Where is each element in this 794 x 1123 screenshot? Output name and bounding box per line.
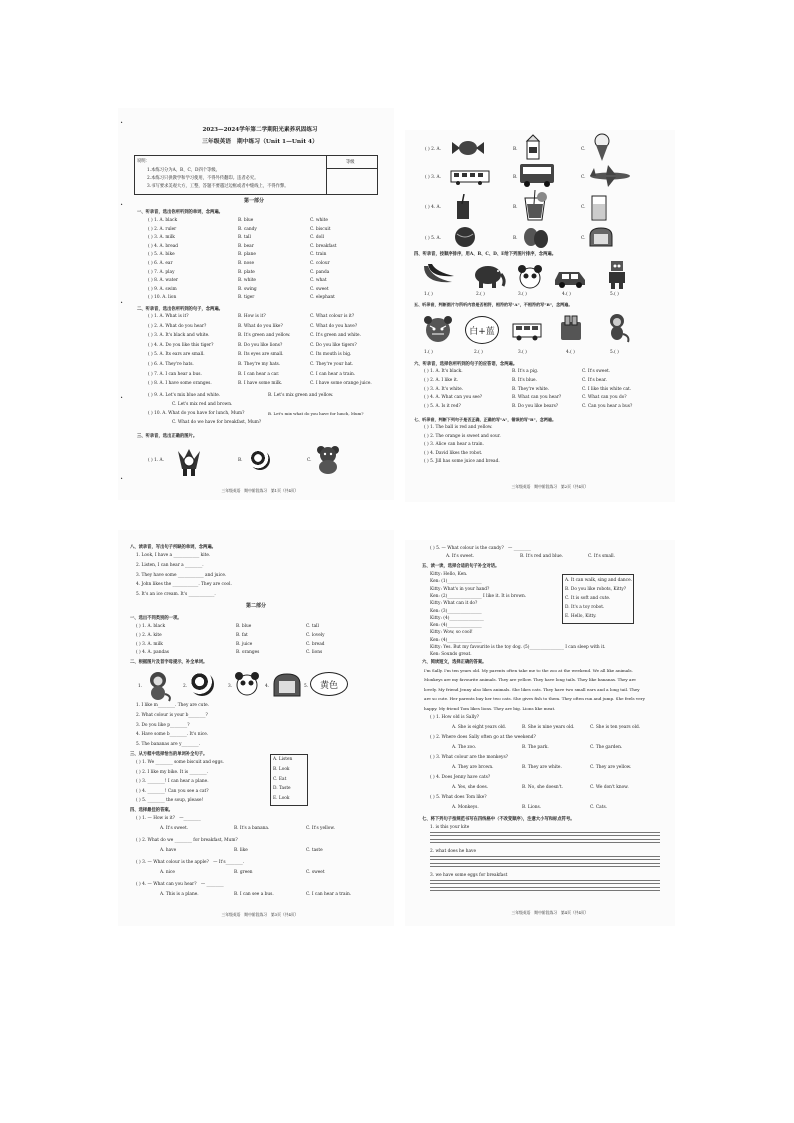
question: ( ) 9. A. swim [148,286,177,292]
option: A. Yes, she does. [452,785,489,790]
judge-blank[interactable]: 1.( ) [424,350,433,355]
dialog-option: D. It's a toy robot. [565,605,605,610]
four-line-grid[interactable] [430,887,660,888]
four-line-grid[interactable] [430,880,660,881]
page-footer: 三年级英语 期中阶段练习 第3页（共4页） [221,912,299,917]
page-3 [118,530,394,926]
copy-sentence: 1. is this your kite [430,825,470,830]
milk-pic [524,134,542,160]
eggs-pic [522,224,550,250]
question: ( ) 6. A. ear [148,261,173,266]
panda-pic [516,262,544,290]
question: ( ) 1. A. What is it? [148,314,189,319]
option: C. [581,236,586,241]
section-heading: 八、读录音，写出句子所缺的单词，念两遍。 [130,545,216,550]
option: B. juice [236,641,253,647]
statement: ( ) 5. Jill has some juice and bread. [424,459,500,464]
question: ( ) 10. A. What do you have for lunch, Mum? [148,411,245,416]
question: ( ) 5. A. bike [148,252,175,258]
order-blank[interactable]: 4.( ) [562,292,571,297]
copy-sentence: 3. we have some eggs for breakfast [430,873,508,878]
question: ( ) 5. — What colour is the candy? — ________ [430,546,531,551]
question: ( ) 2. A. kite [136,632,162,638]
option: C. The garden. [590,745,623,750]
statement: ( ) 2. The orange is sweet and sour. [424,433,501,439]
passage-line: Monkeys are my favourite animals. They are yellow. They have long tails. They like bananas. They are [424,677,636,683]
pic-number: 4. [265,684,270,689]
option: B. white [238,278,256,284]
option: C. elephant [310,295,335,301]
ice-cream-pic [592,132,612,162]
dialog-line: Kitty: Hello, Ken. [430,572,468,577]
option: B. nose [238,261,254,266]
page-footer: 三年级英语 期中阶段练习 第2页（共4页） [511,484,589,489]
word-bank-item: C. Eat [273,776,287,782]
option: B. blue [238,218,254,223]
part-two-heading: 第二部分 [246,603,267,609]
option: C. What colour is it? [310,314,355,319]
question: ( ) 10. A. lion [148,295,177,301]
elephant-pic [470,262,506,290]
option: A. They are brown. [452,765,494,770]
four-line-grid[interactable] [430,839,660,840]
dialog-line: Kitty: What's in your hand? [430,586,490,592]
section-heading: 三、听录音，选出正确的图片。 [137,434,198,439]
yellow-bubble: 黄色 [310,672,348,696]
option: B. plane [238,252,256,258]
option: C. biscuit [310,226,331,232]
option: B. I have some milk. [238,381,283,387]
section-heading: 五、读一读，选择合适的句子补全对话。 [422,564,500,569]
question: ( ) 4. A. bread [148,243,179,249]
option: B. [513,175,518,180]
option: B. I can see a bus. [234,892,274,897]
option: B. It's green and yellow. [238,333,291,339]
question: ( ) 4. A. What can you see? [424,395,483,401]
section-heading: 一、选出不同类别的一项。 [130,616,182,621]
passage-line: lovely. My friend Jenny also likes animals. She likes cats. They have two small ears and a long tail. They [424,686,640,692]
question: ( ) 7. A. I can hear a bus. [148,371,202,377]
section-heading: 六、阅读短文，选择正确的答案。 [422,660,487,665]
dialog-line: Ken: (3)________________ [430,608,482,614]
teddy-bear-pic [314,444,342,474]
option: B. Lions. [522,805,542,810]
four-line-grid[interactable] [430,863,660,864]
option: B. plate [238,269,255,275]
option: B. blue [236,624,252,629]
passage-line: are so cute. Her parents buy her two cats. She gives fish to them. They often run and jump. She feels very [424,696,645,702]
margin-mark: · [120,393,124,404]
juice-pic [522,190,548,222]
option: B. [238,458,243,463]
fill-blank-item: 1. Look, I have a ____________ kite. [136,553,211,558]
option: C. She is ten years old. [590,725,641,730]
fill-blank-item: ( ) 2. I like my bike. It is ________. [136,769,209,775]
panda-pic [234,670,260,698]
passage-line: happy. My friend Tom likes lions. They are big. Lions like meat. [424,705,556,711]
fill-blank-item: 5. It's an ice cream. It's ____________. [136,592,216,598]
word-bank-item: B. Look [273,766,290,772]
pic-number: 5. [304,684,309,689]
question: ( ) 4. A. Do you like this tiger? [148,342,214,348]
superhero-pic [174,445,204,477]
option: C. lovely [306,632,325,638]
option: B. candy [238,226,257,232]
fill-blank-item: 2. Listen, I can hear a ________. [136,562,204,568]
fill-blank-item: 2. What colour is your b________? [136,712,208,718]
option: C. It's sweet. [582,369,611,374]
option: B. What do you like? [238,323,283,329]
judge-blank[interactable]: 2.( ) [474,350,483,355]
option: A. nice [160,870,175,875]
section-heading: 二、听录音，选出你所听到的句子，念两遍。 [137,307,223,312]
option: C. taste [306,848,323,853]
fill-blank-item: ( ) 1. We ________ some biscuit and eggs. [136,760,224,765]
question: ( ) 4. Does Jenny have cats? [430,775,491,780]
question: ( ) 2. Where does Sally often go at the weekend? [430,735,536,740]
option: B. bear [238,243,254,249]
question: ( ) 3. What colour are the monkeys? [430,755,508,760]
fill-blank-item: ( ) 3. ________! I can hear a plane. [136,779,209,785]
fill-blank-item: 4. Have some b________. It's nice. [136,732,209,738]
question: ( ) 3. A. It's black and white. [148,333,210,339]
statement: ( ) 3. Alice can hear a train. [424,442,484,447]
dialog-line: Ken: (4)________________ [430,623,482,629]
option: C. tall [306,624,319,629]
question: ( ) 6. A. They're hats. [148,362,194,367]
dialog-line: Kitty: Wow, so cool! [430,630,473,636]
passage-line: I'm Sally. I'm ten years old. My parents often take me to the zoo at the weekend. We all like animals. [424,668,633,673]
option: A. It's sweet. [160,826,189,831]
question: ( ) 5. What does Tom like? [430,795,487,800]
monkey-pic [144,670,172,702]
option: A. The zoo. [452,745,477,750]
robot-pic [605,260,629,290]
option: B. They're white. [512,386,550,392]
question: ( ) 3. A. [425,175,442,180]
question: ( ) 5. A. Is it red? [424,404,461,410]
statement: ( ) 1. The ball is red and yellow. [424,425,493,430]
question: ( ) 2. A. [425,147,442,152]
plane-pic [588,164,632,188]
option: B. It's red and blue. [520,554,564,559]
option: C. [581,175,586,180]
option: B. It's blue. [512,377,537,383]
option: C. panda [310,269,330,275]
option: C. Its mouth is big. [310,352,352,358]
question: ( ) 9. A. Let's mix blue and white. [148,393,221,398]
option: C. Can you hear a bus? [582,404,633,410]
question: ( ) 4. — What can you hear? — ________ [136,882,224,887]
option: B. Do you like lions? [238,342,283,348]
margin-mark: · [120,118,124,129]
option: B. The park. [522,745,549,750]
bread-pic [272,672,302,698]
option: B. They're my hats. [238,362,281,367]
question: ( ) 2. A. I like it. [424,377,459,383]
four-line-grid[interactable] [430,856,660,857]
pic-number: 3. [228,684,233,689]
option: B. No, she doesn't. [522,785,563,790]
fill-blank-item: 5. The bananas are y________. [136,742,201,748]
option: C. doll [310,235,324,241]
option: C. breakfast [310,243,337,249]
option: C. It's bear. [582,377,607,383]
four-line-grid[interactable] [430,883,660,884]
dialog-line: Kitty: (4)________________ [430,615,484,621]
dialog-option: C. It is soft and cute. [565,596,611,601]
option: B. Do you like bears? [512,404,559,410]
dialog-option: B. Do you like robots, Kitty? [565,587,627,592]
section-heading: 四、选择最佳的答案。 [130,808,173,813]
notes-heading: 说明： [137,159,150,164]
section-heading: 七、听录音，判断下列句子是否正确，正确的写"A"，错误的写"B"，念两遍。 [414,417,557,422]
question: ( ) 3. — What colour is the apple? — It's________. [136,860,245,865]
pic-number: 1. [138,684,143,689]
fill-blank-item: 3. They have some ____________ and juice. [136,572,227,578]
exam-subtitle: 三年级英语 期中练习（Unit 1—Unit 4） [202,139,318,145]
dialog-line: Ken: (1)________________ [430,579,482,585]
option: C. bread [306,641,325,647]
option: C. What can you do? [582,395,627,401]
option: B. [513,236,518,241]
colour-mix-bubble: 白+蓝 [465,316,499,344]
option: B. oranges [236,650,260,656]
copy-sentence: 2. what does he have [430,849,476,854]
note-line: 2.本练习只供教学和学习使用，不得外传翻印。违者必究。 [147,176,259,181]
four-line-grid[interactable] [430,859,660,860]
question: ( ) 1. A. black [136,624,166,629]
option: C. I like this white cat. [582,386,632,392]
exam-title: 2023—2024学年第二学期阳光素养巩固练习 [202,127,318,133]
section-heading: 一、听录音，选出你所听到的单词，念两遍。 [137,210,223,215]
question: ( ) 2. A. What do you hear? [148,323,207,329]
option: C. It's green and white. [310,333,361,339]
judge-blank[interactable]: 4.( ) [566,350,575,355]
option: B. Its eyes are small. [238,352,284,358]
option: A. This is a plane. [160,892,199,897]
option: C. lions [306,650,323,656]
question: ( ) 8. A. water [148,278,178,284]
option: C. what [310,278,327,284]
bus-listen-pic [510,318,544,342]
order-blank[interactable]: 1.( ) [424,292,433,297]
question: ( ) 3. A. It's white. [424,386,464,392]
option: C. [581,147,586,152]
fill-blank-item: ( ) 5. ________ the soup, please! [136,798,204,804]
question: ( ) 1. A. black [148,218,178,223]
dialog-line: Ken: (4)________________ [430,637,482,643]
word-bank-item: E. Look [273,796,290,802]
option: B. fat [236,632,248,638]
option: B. What can you hear? [512,395,562,401]
word-bank-item: A. Listen [273,757,293,762]
option: C. What do we have for breakfast, Mum? [172,420,262,425]
section-heading: 七、将下列句子按规范书写在四线格中（不改变顺序），注意大小写和标点符号。 [422,817,575,822]
option: C. Cats. [590,805,608,810]
section-heading: 五、听录音，判断图片与所听内容是否相符，相符的写"A"，不相符的写"B"，念两遍。 [414,302,573,307]
fill-blank-item: 3. Do you like p________? [136,722,190,728]
question: ( ) 2. A. ruler [148,226,177,232]
option: C. I have some orange juice. [310,381,372,387]
four-line-grid[interactable] [430,835,660,836]
bread-pic [588,226,614,248]
option: C. colour [310,261,330,266]
notes-box [134,155,378,195]
monkey-pic [604,312,630,344]
option: C. We don't know. [590,785,629,790]
candy-pic [450,138,486,158]
option: B. Let's mix what do you have for lunch, Mum? [268,411,364,416]
glass-pic [590,194,608,222]
judge-blank[interactable]: 5.( ) [610,350,619,355]
judge-blank[interactable]: 3.( ) [518,350,527,355]
order-blank[interactable]: 2.( ) [476,292,485,297]
train-pic [450,168,490,186]
football-pic [250,450,270,470]
grade-label: 等级 [346,160,355,165]
option: C. They're your hat. [310,362,354,367]
option: B. [513,205,518,210]
fill-blank-item: 1. I like m________. They are cute. [136,703,210,708]
option: B. It's a pig. [512,369,539,374]
option: B. [513,147,518,152]
dialog-option: E. Hello, Kitty. [565,614,597,619]
order-blank[interactable]: 5.( ) [610,292,619,297]
option: B. Let's mix green and yellow. [268,393,334,398]
section-heading: 三、从方框中选择恰当的单词补全句子。 [130,752,208,757]
dialog-line: Kitty: What can it do? [430,601,478,607]
option: B. tiger [238,295,255,301]
page-footer: 三年级英语 期中阶段练习 第4页（共4页） [511,910,589,915]
question: ( ) 1. A. [148,458,165,463]
question: ( ) 4. A. [425,205,442,210]
question: ( ) 8. A. I have some oranges. [148,381,212,387]
option: B. I can hear a car. [238,371,280,377]
option: B. green [234,870,253,875]
option: A. It's sweet. [446,554,475,559]
option: C. train [310,252,327,258]
option: A. Monkeys. [452,805,479,810]
option: C. I can hear a train. [306,892,352,897]
fill-blank-item: 4. John likes the ____________. They are cool. [136,582,232,588]
four-line-grid[interactable] [430,866,660,867]
question: ( ) 1. — How is it? —________ [136,816,201,821]
toaster-pic [557,314,585,344]
question: ( ) 3. A. milk [148,235,175,241]
question: ( ) 4. A. pandas [136,650,169,656]
cup-pic [454,194,472,220]
section-heading: 二、根据图片及首字母提示，补全单词。 [130,660,208,665]
page-footer: 三年级英语 期中阶段练习 第1页（共4页） [221,488,299,493]
dialog-line: Kitty: Yes. But my favourite is the toy dog. (5)________________ I can sleep with it. [430,645,606,650]
option: C. They are yellow. [590,765,632,770]
margin-mark: · [120,200,124,211]
question: ( ) 7. A. play [148,269,175,275]
option: C. It's yellow. [306,826,335,831]
order-blank[interactable]: 3.( ) [518,292,527,297]
option: C. What do you have? [310,323,358,329]
option: B. It's a banana. [234,826,270,831]
option: C. [307,458,312,463]
four-line-grid[interactable] [430,890,660,891]
statement: ( ) 4. David likes the robot. [424,450,483,456]
section-heading: 四、听录音，按顺序排序，用A、B、C、D、E给下列图片排序，念两遍。 [414,252,556,257]
margin-mark: · [120,474,124,485]
fill-blank-item: ( ) 4. ________! Can you see a cat? [136,788,209,794]
four-line-grid[interactable] [430,842,660,843]
option: B. like [234,848,248,853]
car-pic [553,264,587,288]
tiger-pic [422,314,454,346]
ball-pic [454,226,476,248]
dialog-line: Ken: (2)________________ I like it. It is brown. [430,593,527,599]
option: B. They are white. [522,765,562,770]
question: ( ) 1. A. It's black. [424,369,463,374]
question: ( ) 2. What do we ________ for breakfast, Mum? [136,838,238,843]
margin-mark: · [120,298,124,309]
football-pic [190,672,214,696]
option: C. [581,205,586,210]
option: B. swing [238,286,257,292]
option: C. It's small. [588,554,615,559]
option: C. white [310,218,328,223]
dialog-line: Ken: Sounds great. [430,652,472,658]
option: C. sweet [310,286,329,292]
note-line: 3.书写要求美观大方，工整，答题不要越过边框或者中缝线上，不得作弊。 [147,184,289,189]
option: B. She is nine years old. [522,725,575,730]
option: B. How is it? [238,314,266,319]
four-line-grid[interactable] [430,832,660,833]
note-line: 1.本练习分为A、B、C、D四个等级。 [147,168,220,173]
section-heading: 六、听录音，选择你所听到的句子的应答语，念两遍。 [414,362,518,367]
bananas-pic [420,262,456,288]
option: C. Let's mix red and brown. [172,402,233,407]
question: ( ) 5. A. Its ears are small. [148,352,205,358]
word-bank-item: D. Taste [273,786,291,792]
option: C. Do you like tigers? [310,342,357,348]
option: C. sweet [306,870,325,875]
bus-pic [518,162,556,188]
option: C. I can hear a train. [310,371,356,377]
option: A. have [160,848,177,853]
option: B. tall [238,235,251,241]
question: ( ) 5. A. [425,236,442,241]
dialog-option: A. It can walk, sing and dance. [565,578,632,583]
part-one-heading: 第一部分 [244,198,265,204]
pic-number: 2. [183,684,188,689]
option: A. She is eight years old. [452,725,507,730]
question: ( ) 3. A. milk [136,641,163,647]
question: ( ) 1. How old is Sally? [430,715,479,720]
